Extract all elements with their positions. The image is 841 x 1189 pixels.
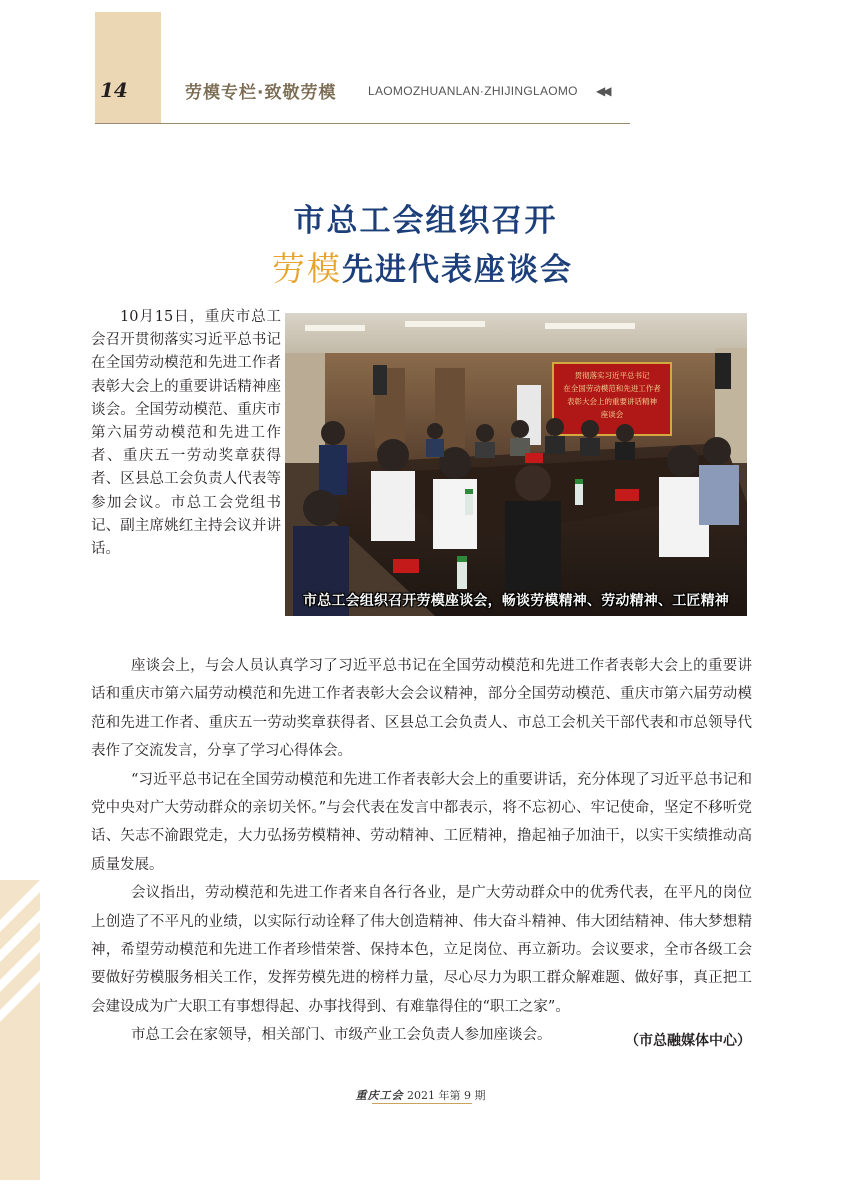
header-divider [95,123,630,124]
article-body [91,652,752,1050]
body-paragraph: 市总工会在家领导，相关部门、市级产业工会负责人参加座谈会。 [131,1027,552,1044]
photo-caption: 市总工会组织召开劳模座谈会，畅谈劳模精神、劳动精神、工匠精神 [303,593,729,609]
intro-paragraph: 10月15日，重庆市总工会召开贯彻落实习近平总书记在全国劳动模范和先进工作者表彰大会上的重要讲话精神座谈会。全国劳动模范、重庆市第六届劳动模范和先进工作者、重庆五一劳动奖章获得者、区县总工会负责人代表等参加会议。市总工会党组书记、副主席姚红主持会议并讲话。 [91,309,281,558]
decorative-stripes [0,880,40,1180]
article-title-line2 [0,243,841,290]
page-footer [0,1087,841,1103]
meeting-photo [285,313,747,616]
body-paragraph: 座谈会上，与会人员认真学习了习近平总书记在全国劳动模范和先进工作者表彰大会上的重要讲话和重庆市第六届劳动模范和先进工作者表彰大会会议精神，部分全国劳动模范、重庆市第六届劳动模范和先进工作者、重庆五一劳动奖章获得者、区县总工会负责人、市总工会机关干部代表和市总领导代表作了交流发言，分享了学习心得体会。 [91,658,752,760]
footer-issue: 2021 年第 9 期 [407,1089,486,1102]
banner-line: 表彰大会上的重要讲话精神 [567,397,657,406]
section-title-en: LAOMOZHUANLAN·ZHIJINGLAOMO [368,84,578,98]
page-number: 14 [100,78,128,102]
article-title-rest: 先进代表座谈会 [342,252,573,288]
section-title-cn: 劳模专栏·致敬劳模 [185,83,337,103]
double-arrow-left-icon: ◀◀ [596,84,609,98]
body-paragraph: “习近平总书记在全国劳动模范和先进工作者表彰大会上的重要讲话，充分体现了习近平总书记和党中央对广大劳动群众的亲切关怀。”与会代表在发言中都表示，将不忘初心、牢记使命，坚定不移听党话、矢志不渝跟党走，大力弘扬劳模精神、劳动精神、工匠精神，撸起袖子加油干，以实干实绩推动高质量发展。 [91,771,752,873]
page-number-block [95,12,161,124]
footer-divider [372,1103,472,1104]
footer-brand: 重庆工会 [355,1089,404,1102]
meeting-photo-illustration [285,313,747,616]
body-paragraph: 会议指出，劳动模范和先进工作者来自各行各业，是广大劳动群众中的优秀代表，在平凡的岗位上创造了不平凡的业绩，以实际行动诠释了伟大创造精神、伟大奋斗精神、伟大团结精神、伟大梦想精神，希望劳动模范和先进工作者珍惜荣誉、保持本色，立足岗位、再立新功。会议要求，全市各级工会要做好劳模服务相关工作，发挥劳模先进的榜样力量，尽心尽力为职工群众解难题、做好事，真正把工会建设成为广大职工有事想得起、办事找得到、有难靠得住的“职工之家”。 [91,885,752,1015]
article-title-line1: 市总工会组织召开 [293,203,558,239]
banner-line: 贯彻落实习近平总书记 [574,371,650,380]
banner-line: 在全国劳动模范和先进工作者 [563,384,661,393]
banner-line: 座谈会 [600,410,624,419]
byline: （市总融媒体中心） [625,1033,751,1049]
article-title-accent: 劳模 [272,249,342,288]
banner-text [557,369,667,421]
